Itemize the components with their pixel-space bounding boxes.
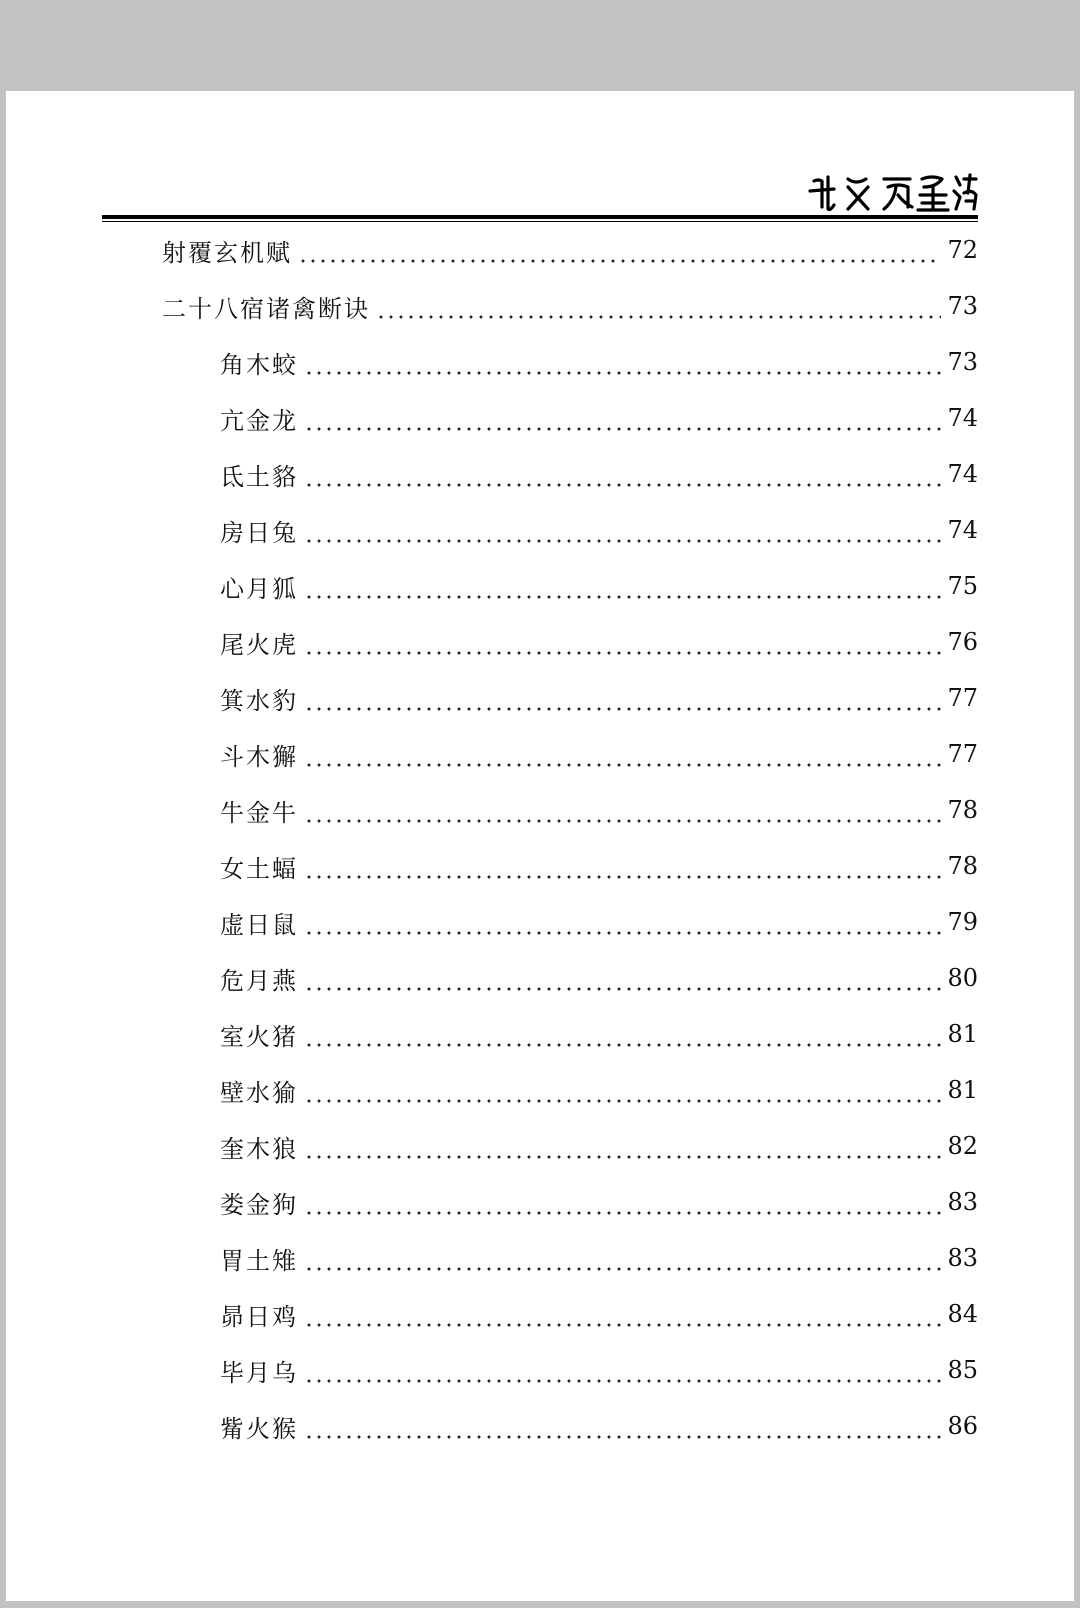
toc-entry[interactable]	[220, 1286, 978, 1342]
dot-leader	[304, 412, 941, 432]
dot-leader	[304, 916, 941, 936]
toc-entry-page-number: 82	[947, 1132, 978, 1160]
toc-entry-page-number: 74	[947, 404, 978, 432]
toc-entry-page-number: 84	[947, 1300, 978, 1328]
toc-entry[interactable]	[220, 446, 978, 502]
dot-leader	[304, 356, 941, 376]
toc-entry-label: 亢金龙	[220, 406, 298, 435]
toc-entry-label: 箕水豹	[220, 686, 298, 715]
dot-leader	[304, 692, 941, 712]
toc-entry-label: 胃土雉	[220, 1246, 298, 1275]
seal-script-title-logo	[808, 169, 978, 215]
toc-entry[interactable]	[220, 1174, 978, 1230]
dot-leader	[304, 972, 941, 992]
toc-entry[interactable]	[220, 726, 978, 782]
dot-leader	[304, 1420, 941, 1440]
toc-entry-label: 二十八宿诸禽断诀	[162, 294, 370, 323]
toc-entry-label: 壁水㺄	[220, 1078, 298, 1107]
dot-leader	[304, 636, 941, 656]
toc-entry-label: 斗木獬	[220, 742, 298, 771]
toc-entry[interactable]	[220, 334, 978, 390]
dot-leader	[376, 300, 941, 320]
toc-entry-page-number: 80	[947, 964, 978, 992]
toc-entry-page-number: 81	[947, 1076, 978, 1104]
toc-entry[interactable]	[220, 502, 978, 558]
dot-leader	[304, 1364, 941, 1384]
toc-entry-label: 觜火猴	[220, 1414, 298, 1443]
toc-entry-page-number: 74	[947, 516, 978, 544]
toc-entry-label: 氐土貉	[220, 462, 298, 491]
header-rule-thick	[102, 215, 978, 219]
toc-entry-page-number: 86	[947, 1412, 978, 1440]
toc-entry-label: 危月燕	[220, 966, 298, 995]
toc-entry-label: 娄金狗	[220, 1190, 298, 1219]
toc-entry-page-number: 77	[947, 684, 978, 712]
toc-entry-label: 毕月乌	[220, 1358, 298, 1387]
dot-leader	[298, 244, 941, 264]
toc-entry[interactable]	[220, 1006, 978, 1062]
toc-entry[interactable]	[220, 614, 978, 670]
document-page	[6, 91, 1074, 1601]
toc-entry-page-number: 72	[947, 236, 978, 264]
toc-entry[interactable]	[220, 950, 978, 1006]
toc-entry-page-number: 81	[947, 1020, 978, 1048]
toc-entry[interactable]	[162, 278, 978, 334]
toc-entry-label: 牛金牛	[220, 798, 298, 827]
toc-entry-page-number: 73	[947, 292, 978, 320]
toc-entry-page-number: 77	[947, 740, 978, 768]
dot-leader	[304, 860, 941, 880]
toc-entry[interactable]	[220, 558, 978, 614]
toc-entry[interactable]	[220, 390, 978, 446]
dot-leader	[304, 804, 941, 824]
toc-entry[interactable]	[220, 782, 978, 838]
dot-leader	[304, 1308, 941, 1328]
toc-entry-label: 奎木狼	[220, 1134, 298, 1163]
toc-entry-page-number: 73	[947, 348, 978, 376]
toc-entry-page-number: 79	[947, 908, 978, 936]
dot-leader	[304, 580, 941, 600]
toc-entry-label: 角木蛟	[220, 350, 298, 379]
dot-leader	[304, 748, 941, 768]
dot-leader	[304, 468, 941, 488]
dot-leader	[304, 1140, 941, 1160]
toc-entry-page-number: 78	[947, 852, 978, 880]
toc-entry-label: 虚日鼠	[220, 910, 298, 939]
dot-leader	[304, 1196, 941, 1216]
dot-leader	[304, 1252, 941, 1272]
toc-entry-label: 房日兔	[220, 518, 298, 547]
dot-leader	[304, 1028, 941, 1048]
toc-entry-page-number: 83	[947, 1244, 978, 1272]
toc-entry[interactable]	[220, 1062, 978, 1118]
dot-leader	[304, 1084, 941, 1104]
header-title-logo	[808, 167, 978, 217]
toc-entry-label: 尾火虎	[220, 630, 298, 659]
toc-entry[interactable]	[220, 838, 978, 894]
toc-entry[interactable]	[220, 894, 978, 950]
toc-entry[interactable]	[220, 1342, 978, 1398]
toc-entry[interactable]	[220, 1230, 978, 1286]
toc-entry-page-number: 78	[947, 796, 978, 824]
toc-entry-label: 射覆玄机赋	[162, 238, 292, 267]
toc-entry-page-number: 74	[947, 460, 978, 488]
toc-entry-label: 昴日鸡	[220, 1302, 298, 1331]
toc-entry-label: 室火猪	[220, 1022, 298, 1051]
toc-entry-label: 女土蝠	[220, 854, 298, 883]
toc-entry[interactable]	[220, 670, 978, 726]
toc-entry-page-number: 76	[947, 628, 978, 656]
toc-entry-label: 心月狐	[220, 574, 298, 603]
toc-entry[interactable]	[162, 222, 978, 278]
toc-entry[interactable]	[220, 1398, 978, 1454]
toc-entry[interactable]	[220, 1118, 978, 1174]
toc-entry-page-number: 83	[947, 1188, 978, 1216]
dot-leader	[304, 524, 941, 544]
toc-entry-page-number: 75	[947, 572, 978, 600]
toc-entry-page-number: 85	[947, 1356, 978, 1384]
